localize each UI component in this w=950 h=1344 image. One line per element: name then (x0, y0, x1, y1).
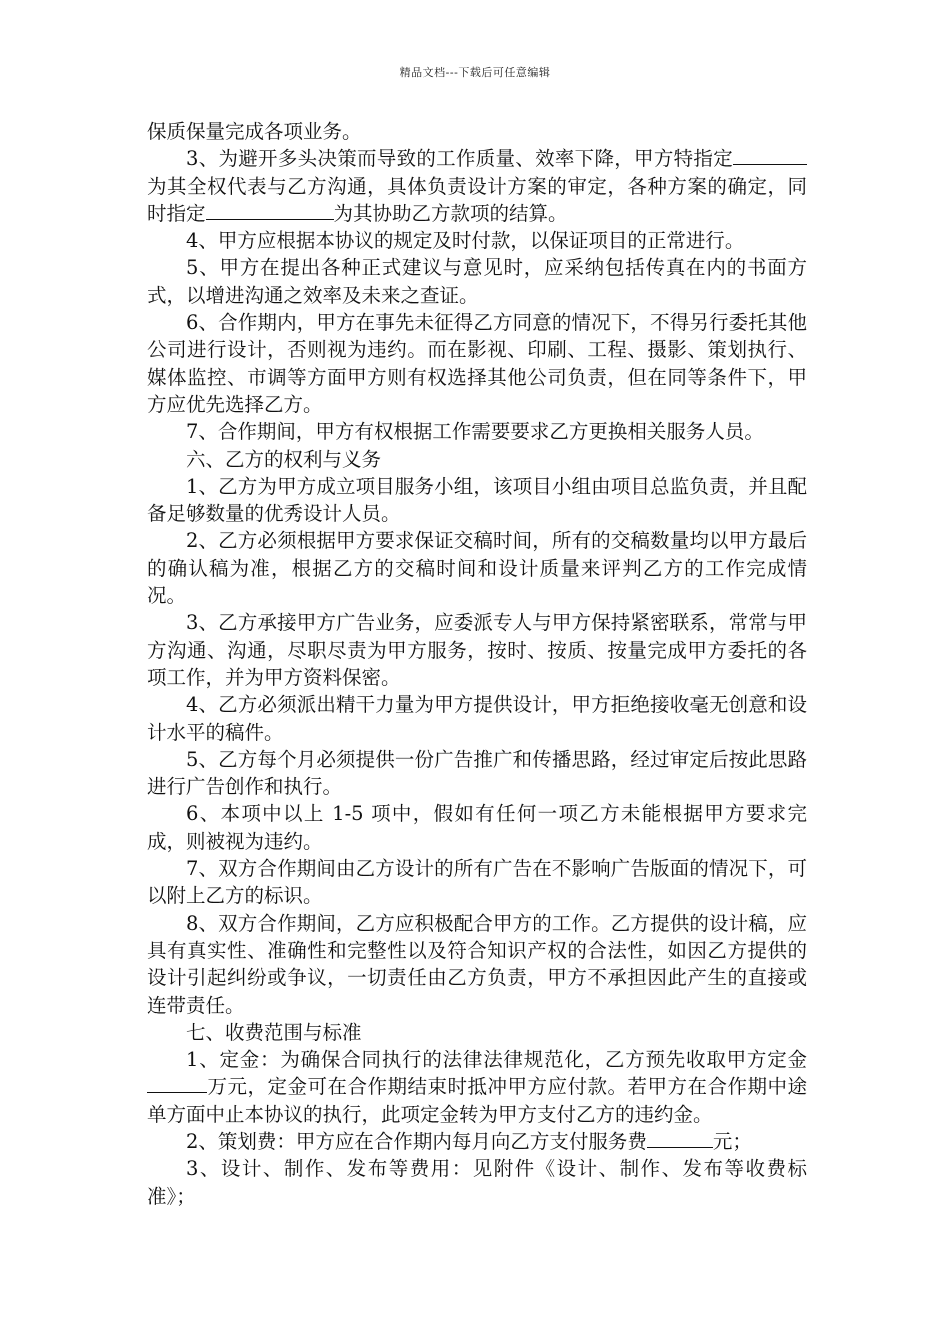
text-fragment: 2、策划费：甲方应在合作期内每月向乙方支付服务费 (186, 1129, 647, 1153)
paragraph: 8、双方合作期间，乙方应积极配合甲方的工作。乙方提供的设计稿，应具有真实性、准确性和完整性以及符合知识产权的合法性，如因乙方提供的设计引起纠纷或争议，一切责任由乙方负责，甲方不承担因此产生的直接或连带责任。 (147, 911, 807, 1017)
section-heading: 七、收费范围与标准 (186, 1020, 362, 1044)
paragraph: 保质保量完成各项业务。 (147, 120, 362, 143)
paragraph: 3、设计、制作、发布等费用：见附件《设计、制作、发布等收费标准》； (147, 1157, 807, 1208)
text-fragment: 为其协助乙方款项的结算。 (333, 201, 568, 225)
text-fragment: 1、定金：为确保合同执行的法律法律规范化，乙方预先收取甲方定金 (186, 1048, 807, 1072)
fill-in-blank (206, 201, 334, 220)
paragraph: 6、合作期内，甲方在事先未征得乙方同意的情况下，不得另行委托其他公司进行设计，否则视为违约。而在影视、印刷、工程、摄影、策划执行、媒体监控、市调等方面甲方则有权选择其他公司负责，但在同等条件下，甲方应优先选择乙方。 (147, 311, 807, 416)
paragraph (147, 1046, 807, 1128)
paragraph: 7、双方合作期间由乙方设计的所有广告在不影响广告版面的情况下，可以附上乙方的标识。 (147, 857, 807, 908)
paragraph: 1、乙方为甲方成立项目服务小组，该项目小组由项目总监负责，并且配备足够数量的优秀设计人员。 (147, 474, 807, 526)
paragraph: 6、本项中以上 1-5 项中，假如有任何一项乙方未能根据甲方要求完成，则被视为违约。 (147, 802, 807, 853)
paragraph (147, 145, 807, 227)
text-fragment: 元； (712, 1129, 752, 1153)
document-body (147, 118, 807, 1210)
fill-in-blank (147, 1074, 207, 1093)
text-fragment: 3、为避开多头决策而导致的工作质量、效率下降，甲方特指定 (186, 147, 733, 171)
text-fragment: 万元，定金可在合作期结束时抵冲甲方应付款。若甲方在合作期中途单方面中止本协议的执行，此项定金转为甲方支付乙方的违约金。 (147, 1075, 807, 1126)
paragraph: 2、乙方必须根据甲方要求保证交稿时间，所有的交稿数量均以甲方最后的确认稿为准，根据乙方的交稿时间和设计质量来评判乙方的工作完成情况。 (147, 529, 807, 608)
fill-in-blank (647, 1129, 713, 1148)
paragraph: 5、甲方在提出各种正式建议与意见时，应采纳包括传真在内的书面方式，以增进沟通之效率及未来之查证。 (147, 256, 807, 307)
fill-in-blank (733, 146, 807, 165)
section-heading: 六、乙方的权利与义务 (186, 447, 382, 471)
paragraph: 4、甲方应根据本协议的规定及时付款，以保证项目的正常进行。 (186, 229, 745, 253)
paragraph: 4、乙方必须派出精干力量为甲方提供设计，甲方拒绝接收毫无创意和设计水平的稿件。 (147, 693, 807, 744)
paragraph: 5、乙方每个月必须提供一份广告推广和传播思路，经过审定后按此思路进行广告创作和执行。 (147, 747, 807, 799)
paragraph: 7、合作期间，甲方有权根据工作需要要求乙方更换相关服务人员。 (186, 420, 764, 444)
paragraph: 3、乙方承接甲方广告业务，应委派专人与甲方保持紧密联系，常常与甲方沟通、沟通，尽职尽责为甲方服务，按时、按质、按量完成甲方委托的各项工作，并为甲方资料保密。 (147, 611, 807, 689)
paragraph (147, 1128, 807, 1155)
text-fragment: 为其全权代表与乙方沟通，具体负责设计方案的审定，各种方案的确定，同时指定 (147, 174, 807, 225)
page-header: 精品文档---下载后可任意编辑 (399, 66, 551, 79)
